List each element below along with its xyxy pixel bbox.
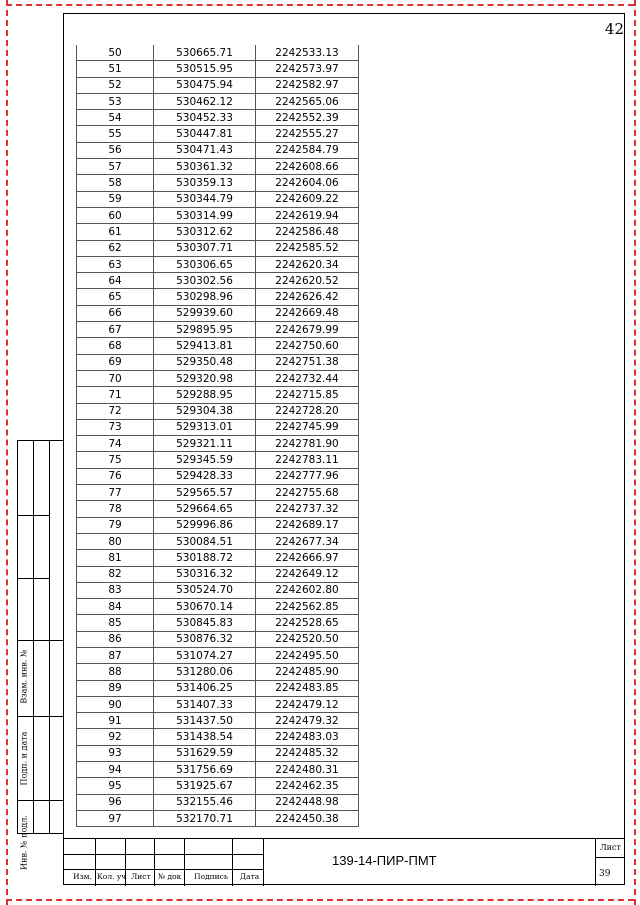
coord-y: 2242585.52 [256,240,359,256]
coord-y: 2242485.90 [256,664,359,680]
coord-x: 530845.83 [154,615,256,631]
point-number: 83 [77,582,154,598]
coord-y: 2242448.98 [256,794,359,810]
table-row [77,778,359,794]
table-row [77,93,359,109]
coord-y: 2242479.12 [256,696,359,712]
point-number: 64 [77,273,154,289]
coord-x: 530188.72 [154,550,256,566]
table-row [77,485,359,501]
coord-y: 2242462.35 [256,778,359,794]
coordinates-table [76,45,359,827]
coord-x: 529304.38 [154,403,256,419]
point-number: 71 [77,387,154,403]
point-number: 50 [77,45,154,61]
coord-y: 2242562.85 [256,599,359,615]
table-row [77,647,359,663]
coord-y: 2242620.34 [256,256,359,272]
point-number: 63 [77,256,154,272]
coord-x: 531438.54 [154,729,256,745]
point-number: 87 [77,647,154,663]
coord-y: 2242745.99 [256,419,359,435]
coord-x: 529565.57 [154,485,256,501]
table-row [77,110,359,126]
sheet-number: 39 [599,869,611,879]
table-row [77,468,359,484]
coord-y: 2242626.42 [256,289,359,305]
coord-x: 530665.71 [154,45,256,61]
coord-y: 2242533.13 [256,45,359,61]
coord-y: 2242584.79 [256,142,359,158]
coord-x: 531437.50 [154,713,256,729]
side-stamp-col-3 [49,440,64,834]
point-number: 60 [77,207,154,223]
point-number: 67 [77,322,154,338]
point-number: 97 [77,810,154,826]
point-number: 51 [77,61,154,77]
table-row [77,256,359,272]
label-podp-data: Подп. и дата [19,731,29,786]
coord-x: 530359.13 [154,175,256,191]
table-row [77,664,359,680]
coord-x: 531925.67 [154,778,256,794]
coord-y: 2242602.80 [256,582,359,598]
coord-y: 2242619.94 [256,207,359,223]
coord-y: 2242737.32 [256,501,359,517]
table-row [77,273,359,289]
point-number: 88 [77,664,154,680]
table-row [77,77,359,93]
point-number: 61 [77,224,154,240]
coord-x: 531074.27 [154,647,256,663]
table-row [77,159,359,175]
coord-x: 529996.86 [154,517,256,533]
side-stamp-col-2 [33,440,50,834]
coord-x: 530876.32 [154,631,256,647]
point-number: 93 [77,745,154,761]
coord-y: 2242608.66 [256,159,359,175]
coord-y: 2242669.48 [256,305,359,321]
label-podpis: Подпись [194,872,228,881]
label-n-dok: № док [158,872,182,881]
table-row [77,615,359,631]
table-row [77,61,359,77]
label-vzam-inv: Взам. инв. № [19,649,29,704]
side-stamp-divider [17,716,64,717]
coord-y: 2242666.97 [256,550,359,566]
point-number: 92 [77,729,154,745]
coord-x: 530312.62 [154,224,256,240]
coord-y: 2242485.32 [256,745,359,761]
table-row [77,207,359,223]
coord-y: 2242555.27 [256,126,359,142]
coord-y: 2242520.50 [256,631,359,647]
coord-x: 531406.25 [154,680,256,696]
point-number: 59 [77,191,154,207]
coord-y: 2242604.06 [256,175,359,191]
point-number: 70 [77,370,154,386]
coord-x: 530306.65 [154,256,256,272]
coord-x: 531280.06 [154,664,256,680]
coord-y: 2242620.52 [256,273,359,289]
coord-x: 530475.94 [154,77,256,93]
point-number: 96 [77,794,154,810]
table-row [77,403,359,419]
coord-x: 529320.98 [154,370,256,386]
coord-x: 530316.32 [154,566,256,582]
coord-y: 2242552.39 [256,110,359,126]
coord-x: 530515.95 [154,61,256,77]
table-row [77,354,359,370]
coord-x: 530447.81 [154,126,256,142]
label-data: Дата [240,872,260,881]
table-row [77,550,359,566]
coord-x: 529350.48 [154,354,256,370]
point-number: 81 [77,550,154,566]
label-izm: Изм. [73,872,92,881]
side-stamp-divider [17,515,50,516]
table-row [77,745,359,761]
point-number: 58 [77,175,154,191]
coord-y: 2242751.38 [256,354,359,370]
table-row [77,680,359,696]
coord-x: 529313.01 [154,419,256,435]
point-number: 65 [77,289,154,305]
table-row [77,289,359,305]
table-row [77,762,359,778]
coord-y: 2242483.03 [256,729,359,745]
page-border-bottom [6,899,634,901]
side-stamp-divider [17,800,64,801]
coord-y: 2242732.44 [256,370,359,386]
coord-y: 2242582.97 [256,77,359,93]
point-number: 78 [77,501,154,517]
page-border-top [6,4,634,6]
coord-x: 530302.56 [154,273,256,289]
side-stamp-divider [17,578,50,579]
table-row [77,126,359,142]
coord-y: 2242783.11 [256,452,359,468]
coord-y: 2242679.99 [256,322,359,338]
document-code: 139-14-ПИР-ПМТ [332,853,437,868]
coord-y: 2242715.85 [256,387,359,403]
point-number: 66 [77,305,154,321]
coord-y: 2242728.20 [256,403,359,419]
page-border-left [6,0,8,905]
point-number: 94 [77,762,154,778]
coord-x: 530462.12 [154,93,256,109]
point-number: 84 [77,599,154,615]
coord-y: 2242528.65 [256,615,359,631]
coord-x: 532155.46 [154,794,256,810]
point-number: 56 [77,142,154,158]
point-number: 73 [77,419,154,435]
point-number: 68 [77,338,154,354]
coord-y: 2242649.12 [256,566,359,582]
table-row [77,45,359,61]
coord-x: 530471.43 [154,142,256,158]
table-row [77,582,359,598]
coord-y: 2242480.31 [256,762,359,778]
table-row [77,191,359,207]
table-row [77,142,359,158]
point-number: 54 [77,110,154,126]
coord-x: 529895.95 [154,322,256,338]
coord-y: 2242450.38 [256,810,359,826]
coord-x: 531756.69 [154,762,256,778]
point-number: 55 [77,126,154,142]
coord-y: 2242573.97 [256,61,359,77]
table-row [77,322,359,338]
coord-y: 2242777.96 [256,468,359,484]
point-number: 77 [77,485,154,501]
point-number: 76 [77,468,154,484]
table-row [77,696,359,712]
label-kol-uch: Кол. уч [97,872,127,881]
table-row [77,566,359,582]
coord-y: 2242495.50 [256,647,359,663]
coord-y: 2242755.68 [256,485,359,501]
coord-y: 2242677.34 [256,533,359,549]
point-number: 74 [77,436,154,452]
label-list: Лист [131,872,151,881]
point-number: 52 [77,77,154,93]
table-row [77,729,359,745]
table-row [77,810,359,826]
coord-x: 530084.51 [154,533,256,549]
table-row [77,501,359,517]
coord-x: 530524.70 [154,582,256,598]
table-row [77,599,359,615]
coord-x: 530452.33 [154,110,256,126]
coord-y: 2242750.60 [256,338,359,354]
coord-y: 2242479.32 [256,713,359,729]
table-row [77,452,359,468]
coord-x: 529345.59 [154,452,256,468]
coord-x: 531407.33 [154,696,256,712]
point-number: 79 [77,517,154,533]
point-number: 86 [77,631,154,647]
coord-x: 530344.79 [154,191,256,207]
side-stamp-divider [17,640,64,641]
coord-x: 531629.59 [154,745,256,761]
coord-x: 530314.99 [154,207,256,223]
table-row [77,794,359,810]
coord-y: 2242565.06 [256,93,359,109]
coord-x: 529428.33 [154,468,256,484]
point-number: 91 [77,713,154,729]
page-border-right [634,0,636,905]
coord-y: 2242781.90 [256,436,359,452]
point-number: 82 [77,566,154,582]
coord-x: 529939.60 [154,305,256,321]
point-number: 72 [77,403,154,419]
coord-x: 530307.71 [154,240,256,256]
table-row [77,175,359,191]
table-row [77,517,359,533]
coord-x: 530670.14 [154,599,256,615]
table-row [77,305,359,321]
coord-y: 2242586.48 [256,224,359,240]
point-number: 89 [77,680,154,696]
coord-x: 529664.65 [154,501,256,517]
point-number: 85 [77,615,154,631]
point-number: 75 [77,452,154,468]
point-number: 90 [77,696,154,712]
point-number: 53 [77,93,154,109]
table-row [77,240,359,256]
coord-x: 529413.81 [154,338,256,354]
table-row [77,631,359,647]
table-row [77,370,359,386]
point-number: 95 [77,778,154,794]
coord-x: 530361.32 [154,159,256,175]
coord-x: 529321.11 [154,436,256,452]
table-row [77,387,359,403]
table-row [77,533,359,549]
coord-x: 529288.95 [154,387,256,403]
point-number: 80 [77,533,154,549]
coord-x: 532170.71 [154,810,256,826]
coord-y: 2242689.17 [256,517,359,533]
coord-y: 2242483.85 [256,680,359,696]
point-number: 57 [77,159,154,175]
label-inv-podl: Инв. № подл. [19,815,29,870]
table-row [77,224,359,240]
coord-x: 530298.96 [154,289,256,305]
page-number: 42 [604,20,624,38]
sheet-label: Лист [600,843,621,852]
table-row [77,338,359,354]
coord-y: 2242609.22 [256,191,359,207]
point-number: 69 [77,354,154,370]
table-row [77,436,359,452]
table-row [77,713,359,729]
table-row [77,419,359,435]
point-number: 62 [77,240,154,256]
